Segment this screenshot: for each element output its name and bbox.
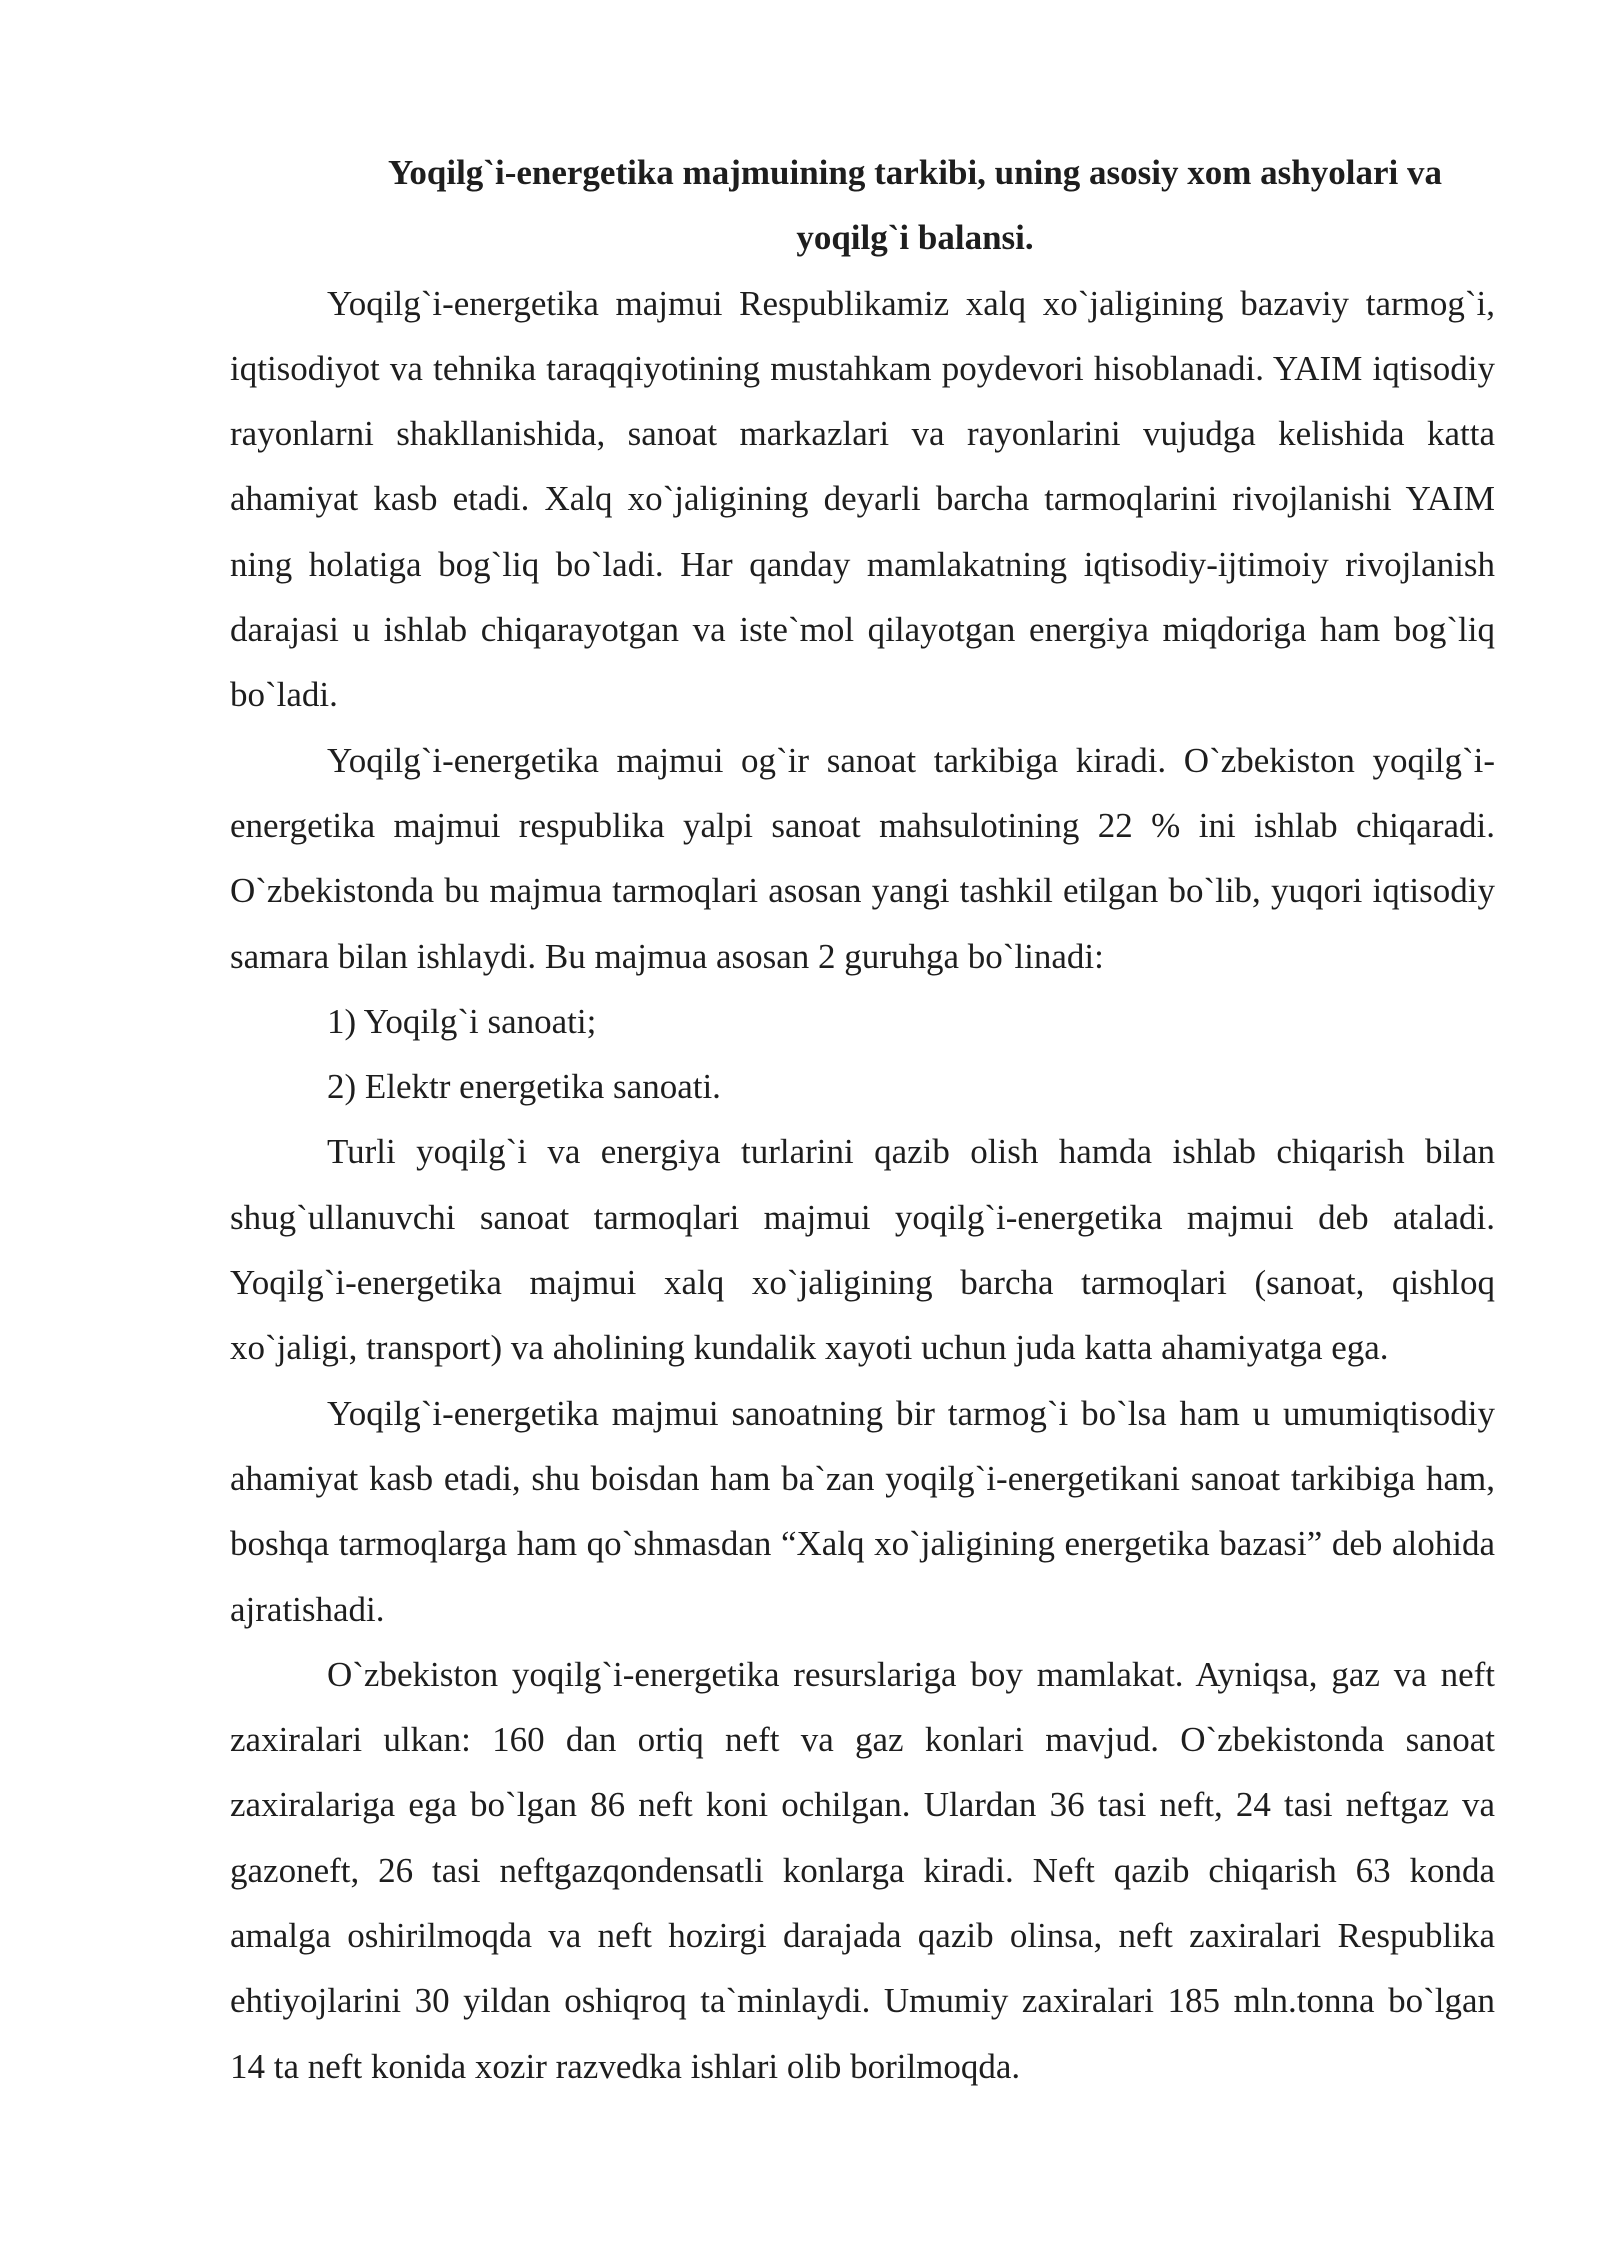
paragraph: Yoqilg`i-energetika majmui og`ir sanoat tarkibiga kiradi. O`zbekiston yoqilg`i-energetika majmui respublika yalpi sanoat mahsulotining 22 % ini ishlab chiqaradi. O`zbekistonda bu majmua tarmoqlari asosan yangi tashkil etilgan bo`lib, yuqori iqtisodiy samara bilan ishlaydi. Bu majmua asosan 2 guruhga bo`linadi:: [230, 740, 1495, 976]
list-item: 1) Yoqilg`i sanoati;: [327, 1001, 597, 1041]
paragraph: O`zbekiston yoqilg`i-energetika resurslariga boy mamlakat. Ayniqsa, gaz va neft zaxiralari ulkan: 160 dan ortiq neft va gaz konlari mavjud. O`zbekistonda sanoat zaxiralariga ega bo`lgan 86 neft koni ochilgan. Ulardan 36 tasi neft, 24 tasi neftgaz va gazoneft, 26 tasi neftgazqondensatli konlarga kiradi. Neft qazib chiqarish 63 konda amalga oshirilmoqda va neft hozirgi darajada qazib olinsa, neft zaxiralari Respublika ehtiyojlarini 30 yildan oshiqroq ta`minlaydi. Umumiy zaxiralari 185 mln.tonna bo`lgan 14 ta neft konida xozir razvedka ishlari olib borilmoqda.: [230, 1654, 1495, 2086]
document-page: [230, 140, 1495, 2099]
paragraph: Yoqilg`i-energetika majmui sanoatning bir tarmog`i bo`lsa ham u umumiqtisodiy ahamiyat kasb etadi, shu boisdan ham ba`zan yoqilg`i-energetikani sanoat tarkibiga ham, boshqa tarmoqlarga ham qo`shmasdan “Xalq xo`jaligining energetika bazasi” deb alohida ajratishadi.: [230, 1393, 1495, 1629]
paragraph: Turli yoqilg`i va energiya turlarini qazib olish hamda ishlab chiqarish bilan shug`ullanuvchi sanoat tarmoqlari majmui yoqilg`i-energetika majmui deb ataladi. Yoqilg`i-energetika majmui xalq xo`jaligining barcha tarmoqlari (sanoat, qishloq xo`jaligi, transport) va aholining kundalik xayoti uchun juda katta ahamiyatga ega.: [230, 1132, 1495, 1368]
list-item: 2) Elektr energetika sanoati.: [327, 1067, 721, 1107]
paragraph: Yoqilg`i-energetika majmui Respublikamiz xalq xo`jaligining bazaviy tarmog`i, iqtisodiyot va tehnika taraqqiyotining mustahkam poydevori hisoblanadi. YAIM iqtisodiy rayonlarni shakllanishida, sanoat markazlari va rayonlarini vujudga kelishida katta ahamiyat kasb etadi. Xalq xo`jaligining deyarli barcha tarmoqlarini rivojlanishi YAIM ning holatiga bog`liq bo`ladi. Har qanday mamlakatning iqtisodiy-ijtimoiy rivojlanish darajasi u ishlab chiqarayotgan va iste`mol qilayotgan energiya miqdoriga ham bog`liq bo`ladi.: [230, 283, 1495, 715]
document-title: Yoqilg`i-energetika majmuining tarkibi, uning asosiy xom ashyolari va yoqilg`i balansi.: [388, 153, 1442, 258]
